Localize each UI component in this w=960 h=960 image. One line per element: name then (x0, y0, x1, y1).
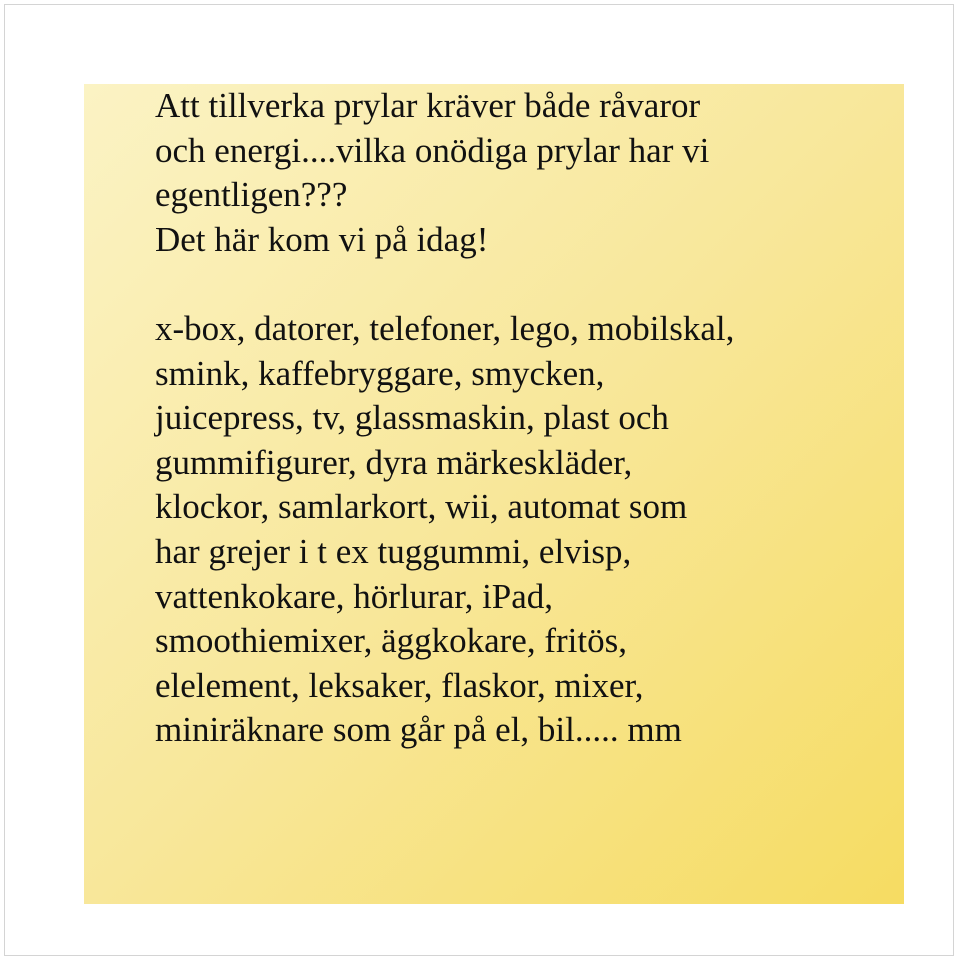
list-line: smoothiemixer, äggkokare, fritös, (155, 621, 627, 661)
list-line: juicepress, tv, glassmaskin, plast och (155, 398, 669, 438)
list-line: x-box, datorer, telefoner, lego, mobilskal, (155, 308, 735, 348)
list-line: miniräknare som går på el, bil..... mm (155, 710, 682, 750)
list-line: klockor, samlarkort, wii, automat som (155, 487, 688, 527)
list-line: har grejer i t ex tuggummi, elvisp, (155, 531, 632, 571)
note-text (155, 84, 875, 753)
list-line: gummifigurer, dyra märkeskläder, (155, 442, 633, 482)
list-line: smink, kaffebryggare, smycken, (155, 353, 605, 393)
intro-line: egentligen??? (155, 175, 348, 215)
intro-line: Att tillverka prylar kräver både råvaror (155, 86, 701, 125)
list-line: elelement, leksaker, flaskor, mixer, (155, 665, 644, 705)
intro-line: Det här kom vi på idag! (155, 219, 489, 259)
intro-line: och energi....vilka onödiga prylar har vi (155, 130, 710, 170)
paragraph-spacer (155, 262, 875, 307)
list-line: vattenkokare, hörlurar, iPad, (155, 576, 554, 616)
